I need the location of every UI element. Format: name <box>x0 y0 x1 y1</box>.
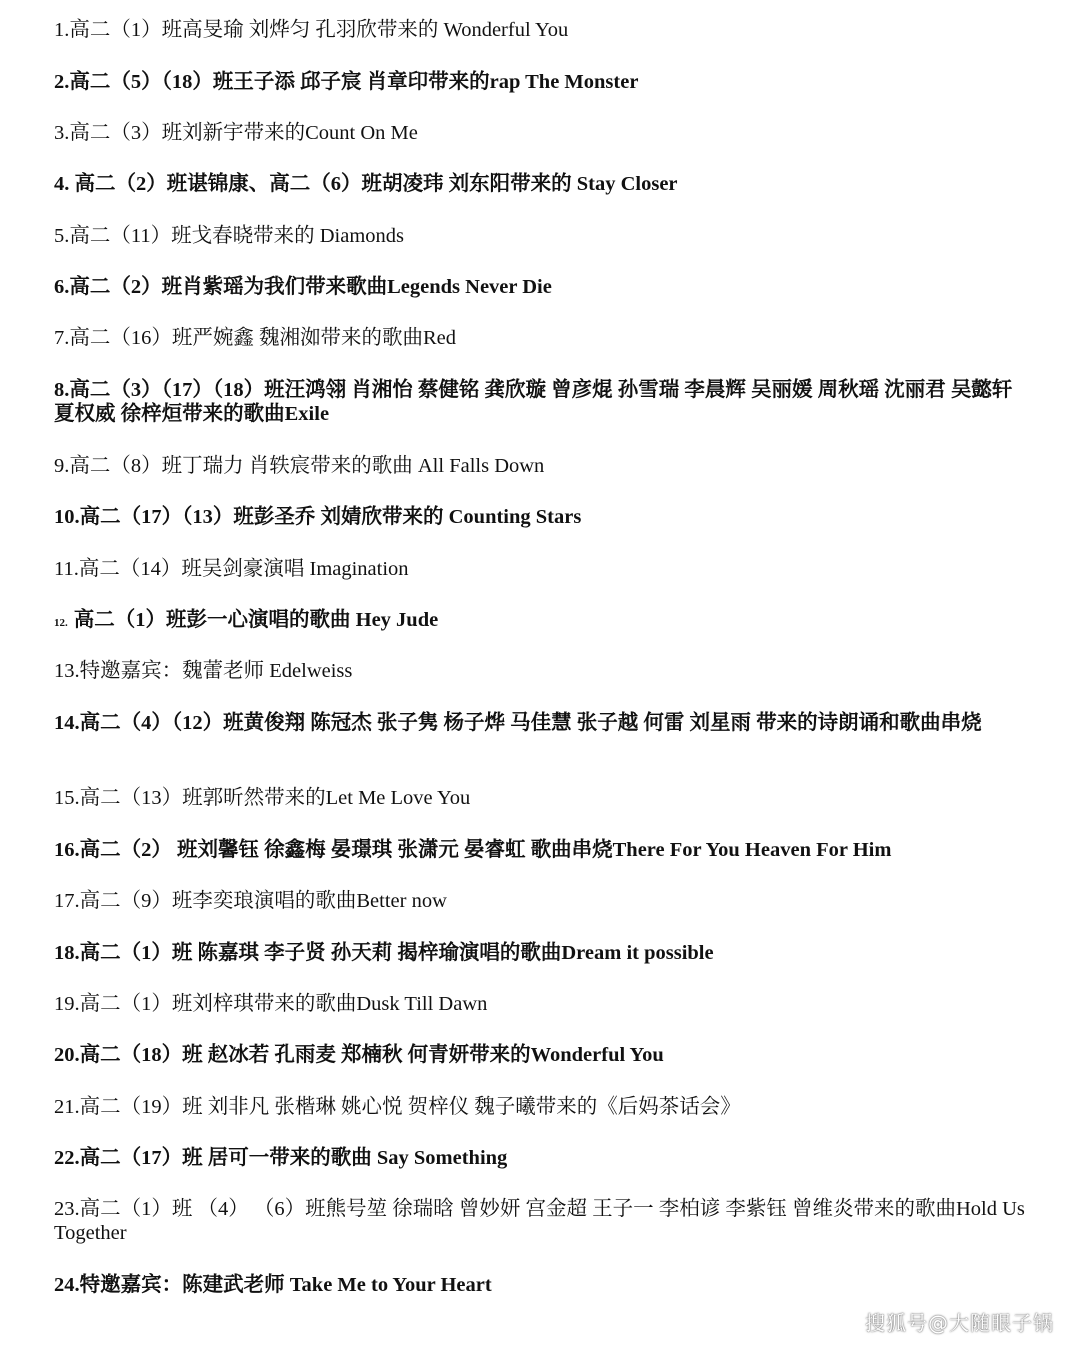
program-item <box>54 454 1030 478</box>
program-item <box>54 18 1030 42</box>
program-text: 6.高二（2）班肖紫瑶为我们带来歌曲Legends Never Die <box>54 276 552 298</box>
program-item <box>54 121 1030 145</box>
program-item <box>54 1043 1030 1067</box>
program-item <box>54 608 1030 635</box>
program-text: 5.高二（11）班戈春晓带来的 Diamonds <box>54 225 405 247</box>
program-text: 10.高二（17）（13）班彭圣乔 刘婧欣带来的 Counting Stars <box>54 506 582 528</box>
program-text: 4. 高二（2）班谌锦康、高二（6）班胡凌玮 刘东阳带来的 Stay Closer <box>54 173 678 195</box>
program-text: 19.高二（1）班刘梓琪带来的歌曲Dusk Till Dawn <box>54 993 488 1015</box>
program-text: 7.高二（16）班严婉鑫 魏湘洳带来的歌曲Red <box>54 327 457 349</box>
program-text: 16.高二（2） 班刘馨钰 徐鑫梅 晏璟琪 张潇元 晏睿虹 歌曲串烧There For You Heaven For Him <box>54 839 892 861</box>
watermark: 搜狐号@大随眼子锅 <box>865 1311 1054 1335</box>
program-item <box>54 992 1030 1016</box>
program-item <box>54 711 1030 735</box>
program-item <box>54 941 1030 965</box>
program-item <box>54 224 1030 248</box>
program-text: 11.高二（14）班吴剑豪演唱 Imagination <box>54 558 409 580</box>
program-item <box>54 889 1030 913</box>
program-text: 21.高二（19）班 刘非凡 张楷琳 姚心悦 贺梓仪 魏子曦带来的《后妈茶话会》 <box>54 1096 741 1118</box>
program-text: 22.高二（17）班 居可一带来的歌曲 Say Something <box>54 1147 508 1169</box>
program-text: 高二（1）班彭一心演唱的歌曲 Hey Jude <box>73 609 439 631</box>
program-text: 13.特邀嘉宾：魏蕾老师 Edelweiss <box>54 660 353 682</box>
program-item <box>54 378 1030 426</box>
program-item <box>54 659 1030 683</box>
program-item <box>54 1197 1030 1245</box>
program-text: 24.特邀嘉宾：陈建武老师 Take Me to Your Heart <box>54 1274 492 1296</box>
program-item <box>54 505 1030 529</box>
program-text: 23.高二（1）班 （4） （6）班熊号堃 徐瑞晗 曾妙妍 宫金超 王子一 李柏谚 李紫钰 曾维炎带来的歌曲Hold Us Together <box>54 1198 1025 1244</box>
program-item <box>54 786 1030 810</box>
program-text: 14.高二（4）（12）班黄俊翔 陈冠杰 张子隽 杨子烨 马佳慧 张子越 何雷 刘星雨 带来的诗朗诵和歌曲串烧 <box>54 712 982 734</box>
program-text: 15.高二（13）班郭昕然带来的Let Me Love You <box>54 787 471 809</box>
program-item <box>54 172 1030 196</box>
program-text: 8.高二（3）（17）（18）班汪鸿翎 肖湘怡 蔡健铭 龚欣璇 曾彦焜 孙雪瑞 李晨辉 吴丽媛 周秋瑶 沈丽君 吴懿轩 夏权威 徐梓烜带来的歌曲Exile <box>54 379 1013 425</box>
program-item <box>54 557 1030 581</box>
program-text: 17.高二（9）班李奕琅演唱的歌曲Better now <box>54 890 447 912</box>
program-item <box>54 1273 1030 1297</box>
program-number: 12. <box>54 617 68 629</box>
program-item <box>54 1095 1030 1119</box>
program-text: 1.高二（1）班高旻瑜 刘烨匀 孔羽欣带来的 Wonderful You <box>54 19 569 41</box>
program-item <box>54 1146 1030 1170</box>
program-text: 2.高二（5）（18）班王子添 邱子宸 肖章印带来的rap The Monster <box>54 71 639 93</box>
program-item <box>54 70 1030 94</box>
program-text: 3.高二（3）班刘新宇带来的Count On Me <box>54 122 418 144</box>
program-item <box>54 838 1030 862</box>
program-item <box>54 326 1030 350</box>
program-text: 20.高二（18）班 赵冰若 孔雨麦 郑楠秋 何青妍带来的Wonderful You <box>54 1044 664 1066</box>
program-text: 18.高二（1）班 陈嘉琪 李子贤 孙天莉 揭梓瑜演唱的歌曲Dream it possible <box>54 942 714 964</box>
program-text: 9.高二（8）班丁瑞力 肖轶宸带来的歌曲 All Falls Down <box>54 455 545 477</box>
program-item <box>54 275 1030 299</box>
